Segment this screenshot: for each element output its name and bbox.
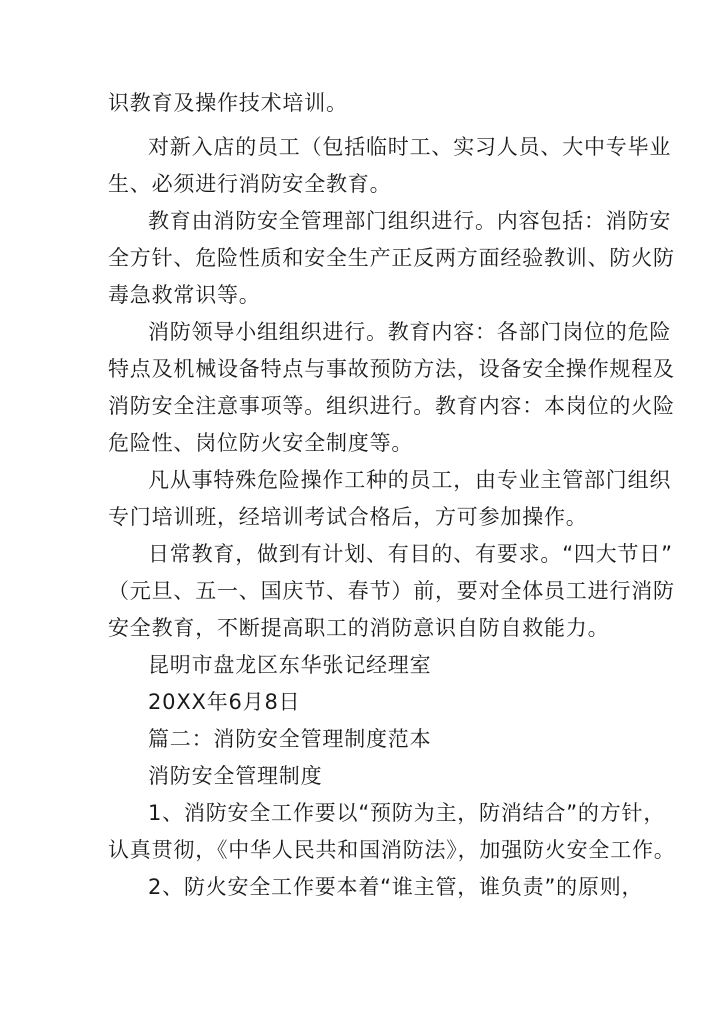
paragraph-line: 教育由消防安全管理部门组织进行。内容包括：消防安: [148, 209, 672, 233]
section-heading: 消防安全管理制度: [148, 764, 323, 788]
text-line: 消防安全注意事项等。组织进行。教育内容：本岗位的火险: [108, 394, 675, 418]
paragraph-line: 日常教育，做到有计划、有目的、有要求。“四大节日”: [148, 542, 673, 566]
paragraph-line: 对新入店的员工（包括临时工、实习人员、大中专毕业: [148, 135, 672, 159]
paragraph-line: 2、防火安全工作要本着“谁主管，谁负责”的原则，: [148, 875, 644, 899]
text-line: 识教育及操作技术培训。: [108, 91, 348, 115]
text-line: 认真贯彻，《中华人民共和国消防法》，加强防火安全工作。: [108, 838, 676, 862]
text-line: 危险性、岗位防火安全制度等。: [108, 431, 414, 455]
text-line: 生、必须进行消防安全教育。: [108, 172, 392, 196]
date-line: 20XX年6月8日: [148, 690, 301, 714]
paragraph-line: 消防领导小组组织进行。教育内容：各部门岗位的危险: [148, 320, 672, 344]
text-line: 毒急救常识等。: [108, 283, 261, 307]
text-line: 安全教育，不断提高职工的消防意识自防自救能力。: [108, 616, 610, 640]
paragraph-line: 凡从事特殊危险操作工种的员工，由专业主管部门组织: [148, 468, 672, 492]
text-line: 全方针、危险性质和安全生产正反两方面经验教训、防火防: [108, 246, 675, 270]
signature-line: 昆明市盘龙区东华张记经理室: [148, 653, 432, 677]
text-line: 特点及机械设备特点与事故预防方法，设备安全操作规程及: [108, 357, 675, 381]
paragraph-line: 1、消防安全工作要以“预防为主，防消结合”的方针，: [148, 801, 666, 825]
text-line: （元旦、五一、国庆节、春节）前，要对全体员工进行消防: [108, 579, 675, 603]
text-line: 专门培训班，经培训考试合格后，方可参加操作。: [108, 505, 588, 529]
section-title: 篇二：消防安全管理制度范本: [148, 727, 432, 751]
